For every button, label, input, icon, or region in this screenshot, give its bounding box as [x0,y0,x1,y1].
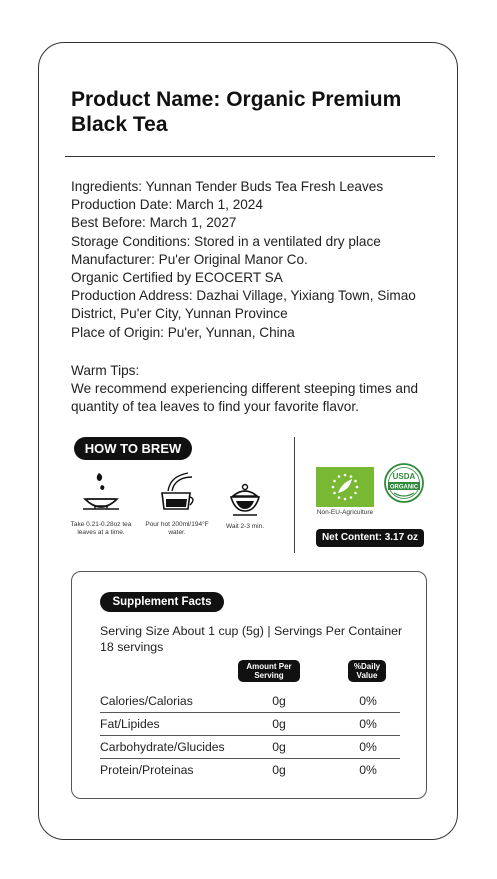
tips-heading: Warm Tips: [71,363,140,378]
nutrient-amount: 0g [272,717,286,731]
how-to-brew-badge: HOW TO BREW [74,437,192,460]
nutrient-row [100,759,400,782]
title-divider [65,156,435,157]
daily-value-header: %Daily Value [348,660,386,682]
pour-water-icon [154,469,200,517]
usda-seal-band-text: ORGANIC [389,484,419,491]
nutrient-name: Fat/Lipides [100,717,160,731]
tips-text: We recommend experiencing different steeping times and quantity of tea leaves to find your favorite flavor. [71,381,419,415]
nutrient-amount: 0g [272,740,286,754]
nutrient-amount: 0g [272,763,286,777]
product-title: Product Name: Organic Premium Black Tea [71,88,402,136]
brew-step-2-text: Pour hot 200ml/194°F water. [145,521,209,536]
net-content-badge: Net Content: 3.17 oz [316,529,424,547]
nutrient-dv: 0% [359,740,377,754]
covered-cup-icon [225,483,265,519]
brew-step-1-text: Take 0.21-0.28oz tea leaves at a time. [70,521,132,536]
serving-size: Serving Size About 1 cup (5g) | Servings Per Container 18 servings [100,624,403,654]
brew-step-1 [67,469,135,537]
leaves-into-cup-icon [79,469,123,517]
storage-line: Storage Conditions: Stored in a ventilated dry place [71,233,381,249]
certified-line: Organic Certified by ECOCERT SA [71,270,283,286]
usda-seal-top-text: USDA [392,472,416,481]
nutrient-dv: 0% [359,763,377,777]
nutrient-row [100,713,400,736]
nutrient-row [100,736,400,759]
brew-step-2 [141,469,213,537]
nutrient-dv: 0% [359,717,377,731]
eu-caption: Non-EU-Agriculture [316,509,374,516]
product-info [71,178,431,342]
manufacturer-line: Manufacturer: Pu'er Original Manor Co. [71,251,308,267]
label-card [38,42,458,840]
brew-step-3-text: Wait 2-3 min. [225,523,265,530]
ingredients-line: Ingredients: Yunnan Tender Buds Tea Fresh Leaves [71,179,384,194]
nutrient-name: Carbohydrate/Glucides [100,740,225,754]
nutrient-row [100,690,400,713]
section-divider [294,437,295,553]
address-line: Production Address: Dazhai Village, Yixiang Town, Simao District, Pu'er City, Yunnan Province [71,288,416,322]
nutrient-name: Calories/Calorias [100,694,193,708]
best-before-line: Best Before: March 1, 2027 [71,215,237,231]
amount-per-serving-header: Amount Per Serving [238,660,300,682]
brew-step-3 [215,483,275,531]
nutrient-amount: 0g [272,694,286,708]
nutrient-dv: 0% [359,694,377,708]
nutrient-name: Protein/Proteinas [100,763,194,777]
origin-line: Place of Origin: Pu'er, Yunnan, China [71,324,295,340]
supplement-facts-panel [71,571,427,799]
production-date-line: Production Date: March 1, 2024 [71,197,263,213]
supplement-facts-badge: Supplement Facts [100,592,224,612]
usda-organic-seal [384,463,424,503]
warm-tips [71,362,431,417]
eu-organic-logo [316,467,374,507]
